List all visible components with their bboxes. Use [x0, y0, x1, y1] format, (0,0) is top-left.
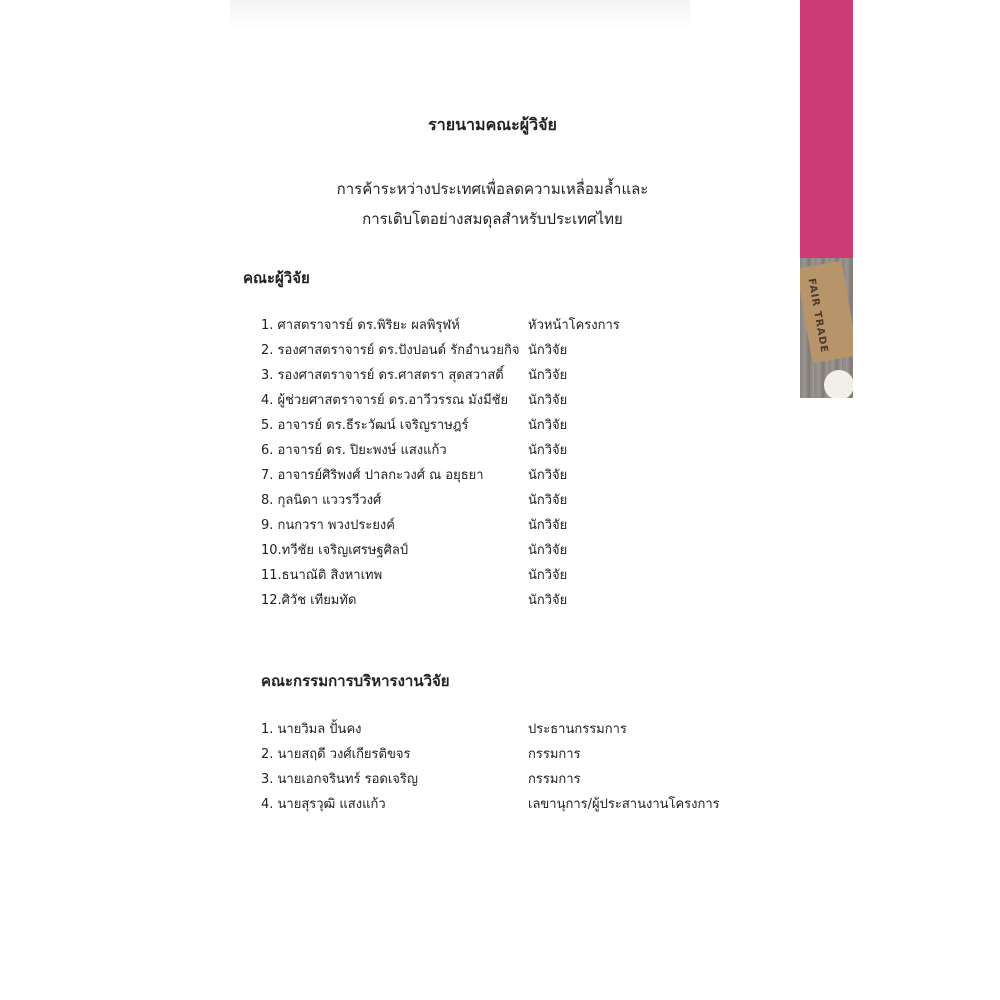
- cotton-flower: [824, 370, 853, 398]
- list-item: [261, 516, 781, 541]
- faded-background-text: [230, 0, 690, 30]
- member-role: หัวหน้าโครงการ: [528, 318, 620, 333]
- member-role: นักวิจัย: [528, 468, 568, 483]
- fair-trade-photo: [800, 258, 853, 398]
- member-name: 12.ศิวัช เทียมทัด: [261, 593, 357, 608]
- list-item: [261, 366, 781, 391]
- subtitle-line-2: การเติบโตอย่างสมดุลสำหรับประเทศไทย: [362, 210, 623, 228]
- member-role: นักวิจัย: [528, 543, 568, 558]
- member-role: นักวิจัย: [528, 593, 568, 608]
- member-role: นักวิจัย: [528, 393, 568, 408]
- member-role: นักวิจัย: [528, 368, 568, 383]
- member-role: กรรมการ: [528, 747, 581, 762]
- member-role: กรรมการ: [528, 772, 581, 787]
- member-name: 7. อาจารย์ศิริพงศ์ ปาลกะวงศ์ ณ อยุธยา: [261, 468, 484, 483]
- member-role: นักวิจัย: [528, 568, 568, 583]
- list-item: [261, 720, 781, 745]
- list-item: [261, 795, 781, 820]
- member-name: 4. ผู้ช่วยศาสตราจารย์ ดร.อาวีวรรณ มังมีชัย: [261, 393, 509, 408]
- committee-list: [261, 720, 781, 820]
- list-item: [261, 391, 781, 416]
- member-role: นักวิจัย: [528, 443, 568, 458]
- member-role: นักวิจัย: [528, 343, 568, 358]
- member-name: 3. นายเอกจรินทร์ รอดเจริญ: [261, 772, 418, 787]
- list-item: [261, 441, 781, 466]
- member-name: 1. ศาสตราจารย์ ดร.พิริยะ ผลพิรุฬห์: [261, 318, 460, 333]
- list-item: [261, 491, 781, 516]
- member-role: นักวิจัย: [528, 418, 568, 433]
- list-item: [261, 341, 781, 366]
- list-item: [261, 770, 781, 795]
- member-name: 11.ธนาณัติ สิงหาเทพ: [261, 568, 383, 583]
- list-item: [261, 416, 781, 441]
- researchers-heading: คณะผู้วิจัย: [243, 269, 310, 287]
- member-role: ประธานกรรมการ: [528, 722, 627, 737]
- fair-trade-tag-text: FAIR TRADE: [805, 277, 830, 355]
- member-role: นักวิจัย: [528, 493, 568, 508]
- member-name: 10.ทวีชัย เจริญเศรษฐศิลป์: [261, 543, 409, 558]
- list-item: [261, 316, 781, 341]
- member-role: นักวิจัย: [528, 518, 568, 533]
- member-name: 2. รองศาสตราจารย์ ดร.ปังปอนด์ รักอำนวยกิจ: [261, 343, 520, 358]
- member-name: 9. กนกวรา พวงประยงค์: [261, 518, 395, 533]
- subtitle-line-1: การค้าระหว่างประเทศเพื่อลดความเหลื่อมล้ำและ: [336, 180, 649, 198]
- list-item: [261, 466, 781, 491]
- member-name: 6. อาจารย์ ดร. ปิยะพงษ์ แสงแก้ว: [261, 443, 447, 458]
- member-name: 4. นายสุรวุฒิ แสงแก้ว: [261, 797, 386, 812]
- member-name: 2. นายสฤดี วงศ์เกียรติขจร: [261, 747, 411, 762]
- member-name: 1. นายวิมล ปั้นคง: [261, 722, 362, 737]
- member-name: 3. รองศาสตราจารย์ ดร.ศาสตรา สุดสวาสดิ์: [261, 368, 504, 383]
- list-item: [261, 566, 781, 591]
- researchers-list: [261, 316, 781, 616]
- member-name: 8. กุลนิดา แววรวีวงศ์: [261, 493, 382, 508]
- member-name: 5. อาจารย์ ดร.ธีระวัฒน์ เจริญราษฎร์: [261, 418, 469, 433]
- list-item: [261, 745, 781, 770]
- page-title: รายนามคณะผู้วิจัย: [428, 115, 557, 134]
- list-item: [261, 591, 781, 616]
- committee-heading: คณะกรรมการบริหารงานวิจัย: [261, 672, 450, 690]
- member-role: เลขานุการ/ผู้ประสานงานโครงการ: [528, 797, 720, 812]
- list-item: [261, 541, 781, 566]
